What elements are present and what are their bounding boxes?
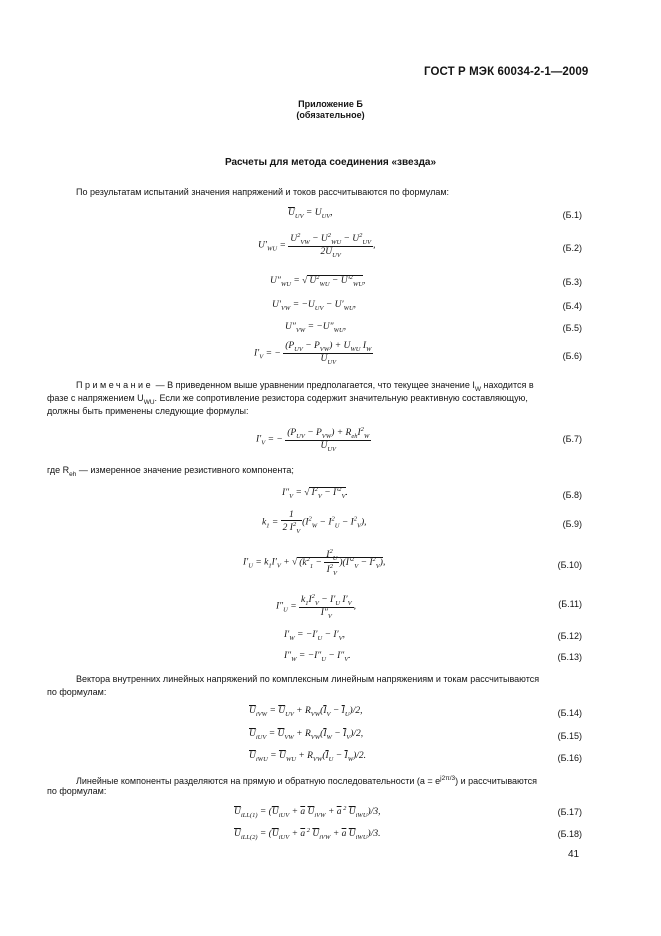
note-label: Примечание bbox=[76, 380, 154, 390]
equation-b3: $U''_{WU}$ = √ $U^2_{WU} - U'^2_{WU}$, bbox=[270, 274, 366, 289]
intro-paragraph: По результатам испытаний значения напряжений и токов рассчитываются по формулам: bbox=[76, 187, 450, 197]
equation-b7: $I'_V$ = − $\frac{(P_{UV} - P_{VW}) + R_{eh}I^2_W}{U_{UV}}$ bbox=[256, 426, 370, 453]
equation-number: (Б.5) bbox=[562, 323, 582, 333]
equation-number: (Б.2) bbox=[562, 243, 582, 253]
annex-status: (обязательное) bbox=[296, 110, 365, 120]
equation-b15: $\overline{U}_{iUV} = \overline{U}_{VW} + R_{VW}(\overline{I}_W - \overline{I}_V)/2$, bbox=[249, 729, 364, 741]
vectors-paragraph-line-1: Вектора внутренних линейных напряжений по комплексным линейным напряжениям и токам рассчитываются bbox=[76, 674, 540, 684]
note-line-1: Примечание — В приведенном выше уравнении предполагается, что текущее значение $I_W$ находится в bbox=[76, 380, 534, 393]
equation-number: (Б.4) bbox=[562, 301, 582, 311]
equation-b10: $I'_U = k_1I'_V$ + √ ($k^2_1$ − $\frac{I^2_U}{I^2_V}$ )$(I'^2_V - I^2_V)$, bbox=[243, 548, 386, 578]
linear-paragraph-line-1: Линейные компоненты разделяются на прямую и обратную последовательности $(a = e^{j2\pi/3})$ и рассчитываются bbox=[76, 775, 537, 786]
equation-number: (Б.16) bbox=[557, 753, 582, 763]
equation-number: (Б.8) bbox=[562, 490, 582, 500]
equation-number: (Б.7) bbox=[562, 434, 582, 444]
equation-number: (Б.9) bbox=[562, 519, 582, 529]
equation-number: (Б.14) bbox=[557, 708, 582, 718]
equation-b18: $\overline{U}_{iLL(2)} = (\overline{U}_{iUV} + \overline{a}$ $^2$ $\overline{U}_{iVW} + \overline{a}$ $\overline{U}_{iWU})/3$. bbox=[234, 827, 381, 842]
equation-b12: $I'_W = -I'_U - I'_V$, bbox=[284, 630, 345, 642]
equation-b4: $U'_{VW} = -U_{UV} - U'_{WU}$, bbox=[272, 300, 357, 312]
equation-number: (Б.13) bbox=[557, 652, 582, 662]
annex-title: Приложение Б bbox=[298, 99, 363, 109]
equation-b14: $\overline{U}_{iVW} = \overline{U}_{UV} + R_{VW}(\overline{I}_V - \overline{I}_U)/2$, bbox=[249, 706, 363, 718]
equation-b2: $U'_{WU}$ = $\frac{U^2_{VW} - U^2_{WU} - U^2_{UV}}{2U_{UV}}$ , bbox=[258, 232, 376, 259]
equation-b6: $I'_V$ = − $\frac{(P_{UV} - P_{VW}) + U_{WU} I_W}{U_{UV}}$ bbox=[254, 341, 372, 366]
equation-b16: $\overline{U}_{iWU} = \overline{U}_{WU} + R_{VW}(\overline{I}_U - \overline{I}_W)/2$. bbox=[249, 751, 367, 763]
equation-number: (Б.6) bbox=[562, 351, 582, 361]
equation-b9: $k_1$ = $\frac{1}{2 I^2_V}$ $(I^2_W - I^2_U - I^2_V)$, bbox=[262, 510, 367, 536]
equation-b8: $I''_V$ = √ $I^2_V - I'^2_V$. bbox=[282, 486, 348, 501]
equation-b11: $I''_U$ = $\frac{k_1I^2_V - I'_U I'_V}{I''_V}$ , bbox=[276, 593, 356, 620]
equation-b13: $I''_W = -I''_U - I''_V$. bbox=[284, 651, 351, 663]
linear-paragraph-line-2: по формулам: bbox=[47, 786, 107, 796]
note-line-3: должны быть применены следующие формулы: bbox=[47, 406, 249, 416]
page-number: 41 bbox=[568, 849, 580, 860]
equation-b5: $U''_{VW} = -U''_{WU}$, bbox=[285, 322, 347, 334]
section-title: Расчеты для метода соединения «звезда» bbox=[224, 157, 437, 168]
equation-number: (Б.15) bbox=[557, 731, 582, 741]
equation-number: (Б.11) bbox=[558, 599, 582, 609]
vectors-paragraph-line-2: по формулам: bbox=[47, 687, 107, 697]
equation-b17: $\overline{U}_{iLL(1)} = (\overline{U}_{iUV} + \overline{a}$ $\overline{U}_{iVW} + \overline{a}$ $^2$ $\overline{U}_{iWU})/3$, bbox=[234, 805, 381, 820]
document-code-header: ГОСТ Р МЭК 60034-2-1—2009 bbox=[424, 66, 589, 78]
equation-number: (Б.1) bbox=[562, 210, 582, 220]
equation-number: (Б.18) bbox=[557, 829, 582, 839]
equation-number: (Б.10) bbox=[557, 560, 582, 570]
equation-number: (Б.12) bbox=[557, 631, 582, 641]
note-line-2: фазе с напряжением $U_{WU}$. Если же сопротивление резистора содержит значительную реактивную составляющую, bbox=[47, 393, 528, 406]
equation-number: (Б.17) bbox=[557, 807, 582, 817]
equation-number: (Б.3) bbox=[562, 277, 582, 287]
where-paragraph: где $R_{eh}$ — измеренное значение резистивного компонента; bbox=[47, 465, 294, 478]
equation-b1: $\overline{U}_{UV} = U_{UV}$, bbox=[288, 208, 333, 220]
